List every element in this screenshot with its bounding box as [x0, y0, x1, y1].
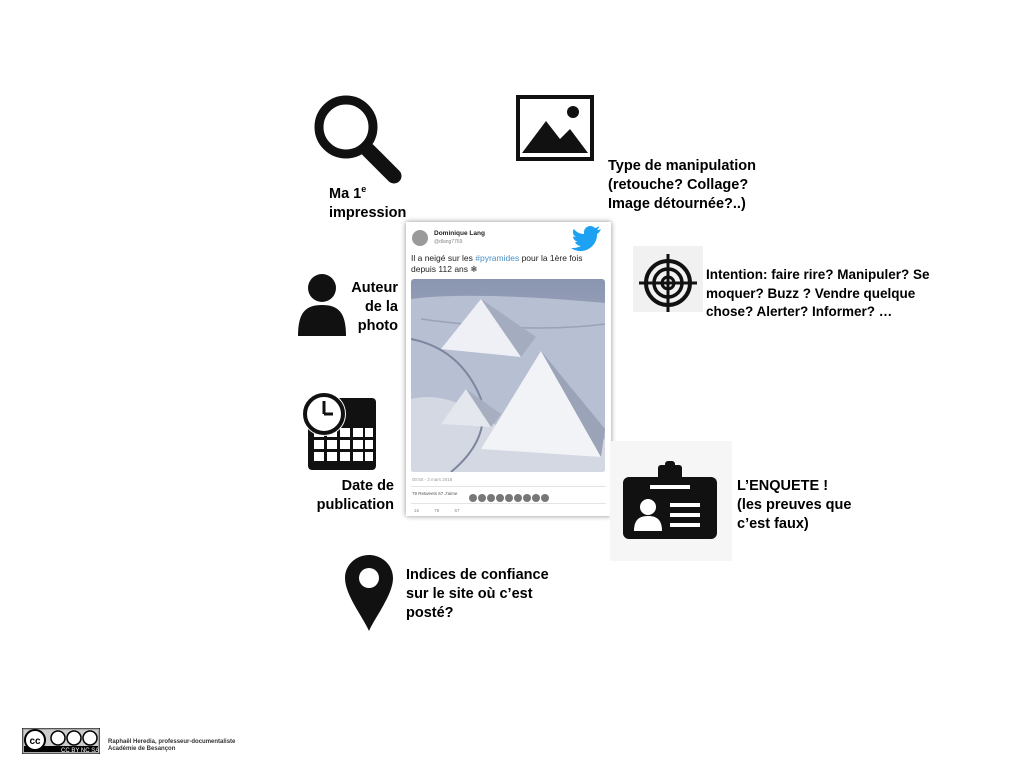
tweet-photo — [411, 279, 605, 472]
tweet-stats: 79 Retweets 67 J'aime — [412, 491, 458, 496]
location-pin-icon — [343, 553, 395, 633]
tweet-card — [406, 222, 611, 516]
tweet-user-handle: @dlang7769 — [434, 239, 463, 245]
label-indices: Indices de confiance sur le site où c’est posté? — [406, 567, 549, 621]
label-enquete: L’ENQUETE ! (les preuves que c’est faux) — [737, 478, 852, 532]
tweet-header — [412, 230, 605, 254]
label-date: Date de publication — [316, 478, 394, 513]
twitter-bird-icon — [571, 225, 603, 251]
magnifier-icon — [310, 90, 404, 184]
tweet-user-name: Dominique Lang — [434, 230, 485, 237]
id-badge-icon — [610, 441, 732, 561]
svg-text:cc: cc — [29, 736, 41, 747]
target-icon — [633, 246, 703, 312]
label-impression: Ma 1e impression — [329, 184, 407, 221]
license-text: CC BY NC SA — [61, 748, 100, 754]
tweet-text: Il a neigé sur les #pyramides pour la 1ère fois depuis 112 ans ❄ — [411, 253, 583, 274]
divider — [411, 503, 606, 504]
divider — [411, 486, 606, 487]
cc-license-badge — [22, 728, 100, 754]
label-auteur: Auteur de la photo — [351, 280, 398, 334]
calendar-clock-icon — [300, 392, 380, 472]
tweet-actions: 15 79 67 — [414, 508, 460, 513]
label-intention: Intention: faire rire? Manipuler? Se moquer? Buzz ? Vendre quelque chose? Alerter? Informer? … — [706, 267, 930, 319]
footer-credits: Raphaël Heredia, professeur-documentaliste Académie de Besançon — [108, 739, 236, 752]
liker-avatars — [469, 489, 550, 507]
image-icon — [516, 95, 594, 161]
tweet-date: 00:50 - 3 mars 2018 — [412, 477, 453, 482]
label-manipulation: Type de manipulation (retouche? Collage? Image détournée?..) — [608, 158, 756, 212]
avatar — [412, 230, 428, 246]
